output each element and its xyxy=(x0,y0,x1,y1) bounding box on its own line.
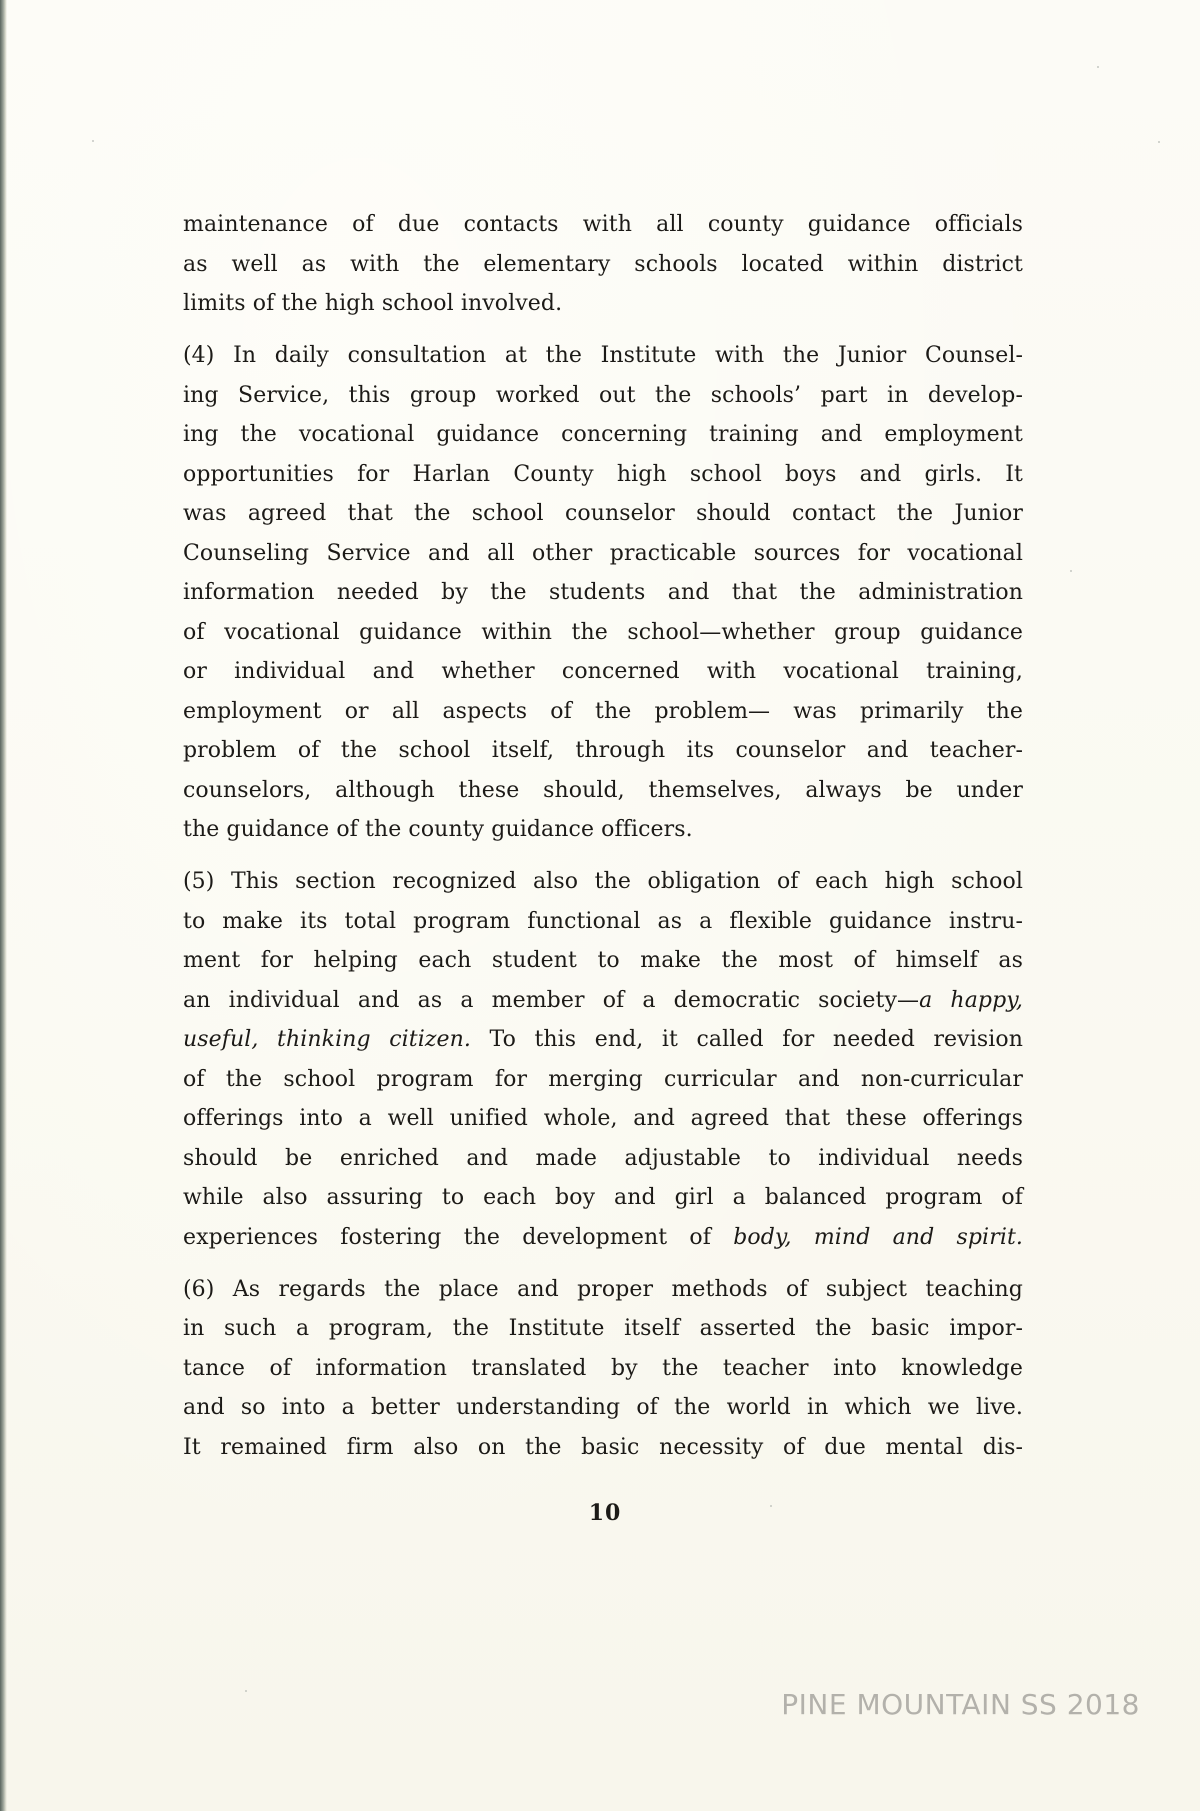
text-line xyxy=(183,1218,1023,1258)
text-line xyxy=(183,1020,1023,1060)
line-text-italic: body, mind and spirit. xyxy=(733,1224,1023,1250)
line-text: and so into a better understanding of the world in which we live. xyxy=(183,1395,1023,1420)
line-text: the guidance of the county guidance officers. xyxy=(183,817,693,842)
text-line xyxy=(183,810,1023,850)
text-line xyxy=(183,415,1023,455)
text-line xyxy=(183,981,1023,1021)
text-line xyxy=(183,1309,1023,1349)
text-line xyxy=(183,336,1023,376)
line-text-regular: while also assuring to each boy and girl a balanced program of xyxy=(183,1185,1023,1210)
line-text-regular: of the school program for merging curricular and non-curricular xyxy=(183,1066,1023,1092)
line-text xyxy=(183,1139,1023,1179)
line-text xyxy=(183,1020,1023,1060)
paper-speck xyxy=(1070,570,1072,572)
line-text: in such a program, the Institute itself asserted the basic impor- xyxy=(183,1316,1023,1341)
line-text xyxy=(183,902,1023,942)
line-text xyxy=(183,1178,1023,1218)
text-line xyxy=(183,692,1023,732)
line-text: limits of the high school involved. xyxy=(183,291,563,316)
line-text xyxy=(183,1099,1023,1139)
line-text-regular: to make its total program functional as a flexible guidance instru- xyxy=(183,908,1023,934)
text-line xyxy=(183,902,1023,942)
paragraph-continuation xyxy=(183,205,1023,324)
line-text-regular: should be enriched and made adjustable to individual needs xyxy=(183,1145,1023,1171)
line-text-regular: (5) This section recognized also the obligation of each high school xyxy=(183,869,1023,894)
text-line xyxy=(183,1178,1023,1218)
line-text: was agreed that the school counselor should contact the Junior xyxy=(183,501,1023,526)
text-line xyxy=(183,245,1023,285)
text-line xyxy=(183,652,1023,692)
line-text xyxy=(183,862,1023,902)
text-line xyxy=(183,1349,1023,1389)
line-text: or individual and whether concerned with vocational training, xyxy=(183,659,1023,684)
paper-speck xyxy=(770,1505,772,1507)
text-line xyxy=(183,731,1023,771)
line-text-regular: offerings into a well unified whole, and agreed that these offerings xyxy=(183,1106,1023,1131)
binding-edge xyxy=(0,0,7,1811)
text-line xyxy=(183,1060,1023,1100)
text-line xyxy=(183,1270,1023,1310)
line-text xyxy=(183,1060,1023,1100)
line-text: maintenance of due contacts with all county guidance officials xyxy=(183,212,1023,237)
line-text: Counseling Service and all other practicable sources for vocational xyxy=(183,540,1023,566)
paper-speck xyxy=(1158,141,1160,143)
paper-speck xyxy=(245,1690,247,1692)
line-text: information needed by the students and that the administration xyxy=(183,580,1023,605)
text-line xyxy=(183,494,1023,534)
text-line xyxy=(183,205,1023,245)
line-text: ing the vocational guidance concerning training and employment xyxy=(183,422,1023,447)
line-text: (4) In daily consultation at the Institute with the Junior Counsel- xyxy=(183,343,1023,368)
text-line xyxy=(183,862,1023,902)
line-text-regular: To this end, it called for needed revision xyxy=(471,1027,1023,1052)
line-text: It remained firm also on the basic necessity of due mental dis- xyxy=(183,1434,1023,1460)
paragraph-item-6 xyxy=(183,1270,1023,1468)
text-line xyxy=(183,455,1023,495)
line-text: of vocational guidance within the school—whether group guidance xyxy=(183,619,1023,645)
paper-speck xyxy=(92,140,94,142)
line-text: counselors, although these should, themselves, always be under xyxy=(183,777,1023,803)
line-text-regular: ment for helping each student to make the most of himself as xyxy=(183,948,1023,973)
line-text: tance of information translated by the teacher into knowledge xyxy=(183,1355,1023,1381)
line-text-regular: experiences fostering the development of xyxy=(183,1224,734,1250)
line-text xyxy=(183,981,1023,1021)
line-text: as well as with the elementary schools located within district xyxy=(183,251,1023,277)
text-line xyxy=(183,573,1023,613)
line-text: employment or all aspects of the problem— was primarily the xyxy=(183,698,1023,724)
line-text-italic: useful, thinking citizen. xyxy=(183,1027,471,1052)
line-text xyxy=(183,1218,1023,1258)
paper-speck xyxy=(1097,66,1099,68)
line-text: (6) As regards the place and proper methods of subject teaching xyxy=(183,1276,1023,1302)
line-text: ing Service, this group worked out the schools’ part in develop- xyxy=(183,382,1023,408)
text-line xyxy=(183,284,1023,324)
body-text xyxy=(183,205,1023,1480)
line-text-regular: an individual and as a member of a democratic society— xyxy=(183,987,920,1013)
line-text: opportunities for Harlan County high school boys and girls. It xyxy=(183,461,1023,487)
text-line xyxy=(183,1428,1023,1468)
line-text: problem of the school itself, through its counselor and teacher- xyxy=(183,738,1023,763)
paragraph-item-4 xyxy=(183,336,1023,850)
line-text xyxy=(183,941,1023,981)
text-line xyxy=(183,613,1023,653)
line-text-italic: a happy, xyxy=(919,987,1023,1013)
paragraph-item-5 xyxy=(183,862,1023,1257)
text-line xyxy=(183,1139,1023,1179)
text-line xyxy=(183,1099,1023,1139)
text-line xyxy=(183,941,1023,981)
text-line xyxy=(183,771,1023,811)
watermark: PINE MOUNTAIN SS 2018 xyxy=(781,1688,1140,1721)
page-number-text: 10 xyxy=(588,1500,622,1526)
text-line xyxy=(183,376,1023,416)
text-line xyxy=(183,1388,1023,1428)
page-number xyxy=(0,1500,1200,1526)
text-line xyxy=(183,534,1023,574)
